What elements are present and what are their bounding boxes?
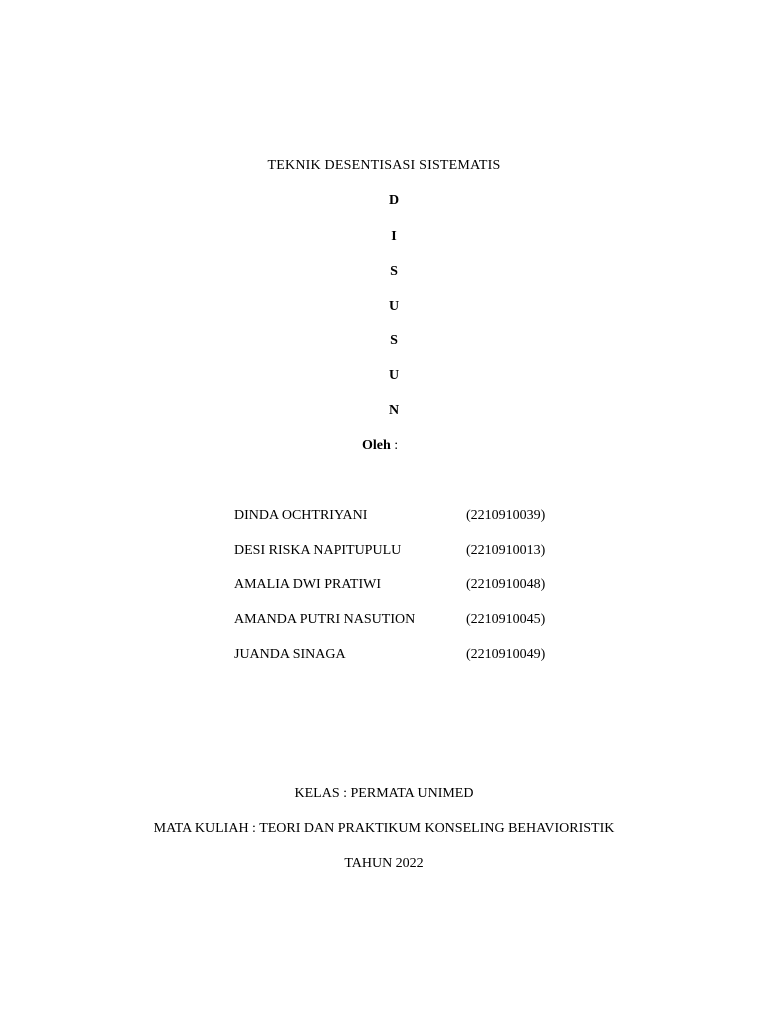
member-name: DESI RISKA NAPITUPULU [234,543,402,558]
tahun-line: TAHUN 2022 [344,856,424,871]
member-nim: (2210910048) [466,577,546,592]
oleh-label [362,437,422,455]
member-row [234,611,564,629]
oleh-colon: : [394,438,399,453]
mata-kuliah-line: MATA KULIAH : TEORI DAN PRAKTIKUM KONSELING BEHAVIORISTIK [153,821,615,836]
disusun-letter: S [390,264,398,279]
member-row [234,646,564,664]
member-name: AMANDA PUTRI NASUTION [234,612,416,627]
disusun-letter: N [388,403,400,418]
member-nim: (2210910049) [466,647,546,662]
kelas-line: KELAS : PERMATA UNIMED [294,786,474,801]
member-nim: (2210910039) [466,508,546,523]
disusun-letter: D [388,193,400,208]
oleh-text: Oleh [362,438,391,453]
document-title: TEKNIK DESENTISASI SISTEMATIS [267,158,501,173]
disusun-letter: U [388,299,400,314]
disusun-letter: I [391,229,397,244]
member-row [234,507,564,525]
disusun-letter: U [388,368,400,383]
member-name: JUANDA SINAGA [234,647,346,662]
member-nim: (2210910013) [466,543,546,558]
member-name: DINDA OCHTRIYANI [234,508,368,523]
member-row [234,576,564,594]
member-name: AMALIA DWI PRATIWI [234,577,381,592]
member-row [234,542,564,560]
disusun-letter: S [390,333,398,348]
member-nim: (2210910045) [466,612,546,627]
